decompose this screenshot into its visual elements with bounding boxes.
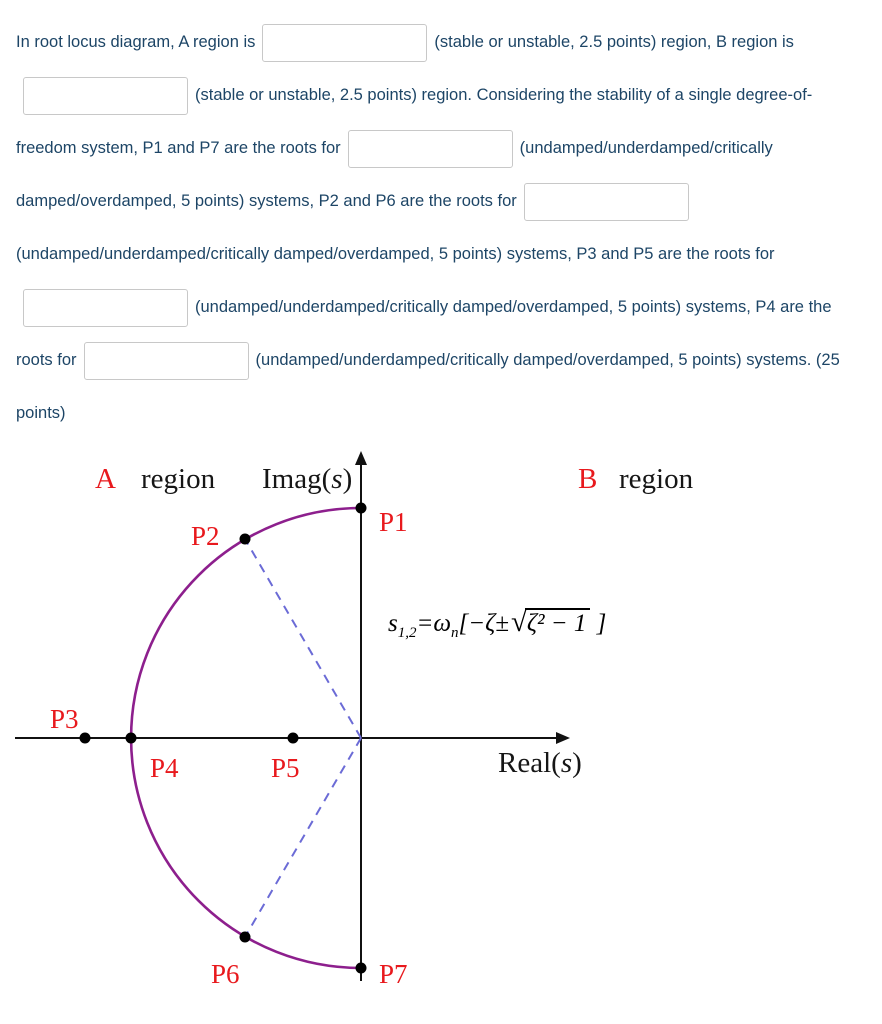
point-dot-p6 <box>240 932 251 943</box>
point-label-p5: P5 <box>271 753 300 783</box>
question-text <box>0 0 882 440</box>
question-segment-4: (undamped/underdamped/critically damped/overdamped, 5 points) systems, P2 and P6 are the roots for <box>16 139 773 210</box>
real-axis-label <box>498 747 582 779</box>
real-axis-paren-close: ) <box>572 747 582 779</box>
point-label-p4: P4 <box>150 753 179 783</box>
answer-blank-1[interactable] <box>262 24 427 62</box>
root-locus-plot <box>0 446 882 1010</box>
region-a-letter: A <box>95 463 116 495</box>
question-segment-2: (stable or unstable, 2.5 points) region, B region is <box>434 33 794 51</box>
point-label-p2: P2 <box>191 521 220 551</box>
real-axis-name: Real <box>498 747 552 779</box>
point-dot-p1 <box>356 503 367 514</box>
point-dot-p2 <box>240 534 251 545</box>
imag-axis-label <box>262 463 352 495</box>
formula-bracket-open: [−ζ± <box>458 610 509 637</box>
point-label-p6: P6 <box>211 959 240 989</box>
answer-blank-5[interactable] <box>23 289 188 327</box>
formula-bracket-close: ] <box>590 610 607 637</box>
question-segment-5: (undamped/underdamped/critically damped/overdamped, 5 points) systems, P3 and P5 are the roots for <box>16 245 775 263</box>
question-segment-7: (undamped/underdamped/critically damped/overdamped, 5 points) systems. (25 points) <box>16 351 840 422</box>
root-locus-diagram <box>0 446 882 1010</box>
damping-roots-formula <box>388 606 606 639</box>
region-b-letter: B <box>578 463 598 495</box>
question-segment-3: (stable or unstable, 2.5 points) region. Considering the stability of a single degree-of-freedom system, P1 and P7 are the roots for <box>16 86 813 157</box>
point-dot-p5 <box>288 733 299 744</box>
region-b-word: region <box>619 463 694 495</box>
imag-axis-name: Imag <box>262 463 322 495</box>
formula-s: s <box>388 610 398 637</box>
question-segment-6: (undamped/underdamped/critically damped/overdamped, 5 points) systems, P4 are the roots for <box>16 298 832 369</box>
imag-axis-var: s <box>331 463 343 495</box>
real-axis-paren-open: ( <box>551 747 561 779</box>
formula-omega: ω <box>433 610 452 637</box>
sqrt-radical-icon: √ <box>510 606 527 638</box>
imag-axis-arrow-icon <box>355 451 367 465</box>
answer-blank-3[interactable] <box>348 130 513 168</box>
dashed-line-origin-p6 <box>245 738 361 937</box>
answer-blank-6[interactable] <box>84 342 249 380</box>
real-axis-var: s <box>560 747 573 779</box>
formula-equals: = <box>416 610 434 637</box>
answer-blank-2[interactable] <box>23 77 188 115</box>
answer-blank-4[interactable] <box>524 183 689 221</box>
point-label-p1: P1 <box>379 507 408 537</box>
imag-axis-paren-open: ( <box>321 463 332 495</box>
point-label-p7: P7 <box>379 959 408 989</box>
real-axis-arrow-icon <box>556 732 570 744</box>
point-dot-p4 <box>126 733 137 744</box>
imag-axis-paren-close: ) <box>342 463 353 495</box>
question-segment-1: In root locus diagram, A region is <box>16 33 256 51</box>
point-label-p3: P3 <box>50 704 79 734</box>
formula-omega-subscript: n <box>451 625 459 641</box>
dashed-line-origin-p2 <box>245 539 361 738</box>
region-a-word: region <box>141 463 216 495</box>
formula-s-subscript: 1,2 <box>397 625 417 641</box>
formula-radicand: ζ² − 1 <box>525 608 591 637</box>
point-dot-p7 <box>356 963 367 974</box>
point-dot-p3 <box>80 733 91 744</box>
